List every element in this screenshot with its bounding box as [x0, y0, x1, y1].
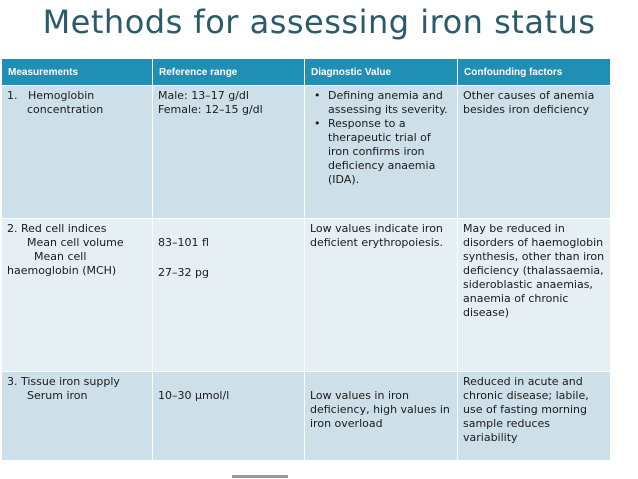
table-row	[2, 86, 611, 219]
measurement-sub-label: concentration	[27, 103, 104, 116]
diagnostic-cell	[305, 86, 458, 219]
slide-scrollbar	[232, 475, 288, 478]
table-row	[2, 372, 611, 461]
table-row	[2, 219, 611, 372]
confounding-cell: Reduced in acute and chronic disease; labile, use of fasting morning sample reduces variability	[458, 372, 611, 461]
diagnostic-text: Low values in iron deficiency, high values in iron overload	[310, 389, 450, 430]
measurement-sub-label: Serum iron	[27, 389, 88, 402]
table-header-row	[2, 59, 611, 86]
reference-cell	[153, 372, 305, 461]
diagnostic-bullet: • Response to a therapeutic trial of iron confirms iron deficiency anaemia (IDA).	[328, 117, 452, 187]
measurement-number: 1.	[7, 89, 18, 102]
header-measurements: Measurements	[2, 59, 153, 86]
measurement-label: 3. Tissue iron supply	[7, 375, 120, 388]
page-title: Methods for assessing iron status	[42, 3, 596, 41]
reference-value: 83–101 fl	[158, 236, 209, 249]
reference-value: 27–32 pg	[158, 266, 209, 279]
header-diagnostic-value: Diagnostic Value	[305, 59, 458, 86]
reference-cell	[153, 86, 305, 219]
iron-status-table	[1, 58, 611, 461]
header-confounding-factors: Confounding factors	[458, 59, 611, 86]
reference-cell	[153, 219, 305, 372]
measurement-cell	[2, 219, 153, 372]
reference-value: 10–30 μmol/l	[158, 389, 230, 402]
diagnostic-bullet-list	[310, 89, 452, 187]
measurement-cell	[2, 372, 153, 461]
measurement-label: 2. Red cell indices	[7, 222, 107, 235]
confounding-cell: May be reduced in disorders of haemoglobin synthesis, other than iron deficiency (thalassaemia, sideroblastic anaemias, anaemia of chronic disease)	[458, 219, 611, 372]
header-reference-range: Reference range	[153, 59, 305, 86]
measurement-sub-label: Mean cell volume	[27, 236, 124, 249]
measurement-sub-label: haemoglobin (MCH)	[7, 264, 117, 277]
reference-value: Female: 12–15 g/dl	[158, 103, 263, 116]
diagnostic-cell	[305, 372, 458, 461]
reference-value: Male: 13–17 g/dl	[158, 89, 249, 102]
measurement-label: Hemoglobin	[28, 89, 95, 102]
diagnostic-cell: Low values indicate iron deficient erythropoiesis.	[305, 219, 458, 372]
confounding-cell: Other causes of anemia besides iron deficiency	[458, 86, 611, 219]
diagnostic-bullet: • Defining anemia and assessing its severity.	[328, 89, 452, 117]
measurement-cell	[2, 86, 153, 219]
measurement-sub-label: Mean cell	[34, 250, 87, 263]
